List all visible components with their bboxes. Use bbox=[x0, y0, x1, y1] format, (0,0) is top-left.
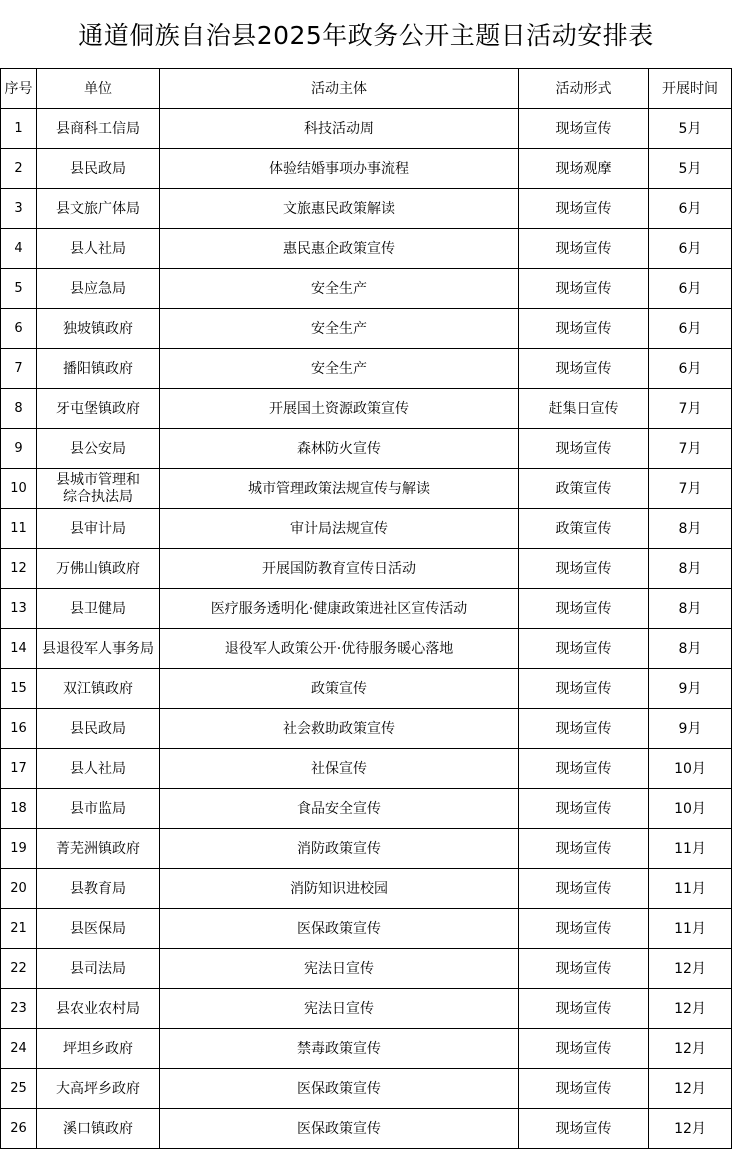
cell-form: 现场宣传 bbox=[519, 349, 649, 389]
cell-no: 26 bbox=[1, 1109, 37, 1149]
cell-subject: 医保政策宣传 bbox=[160, 909, 519, 949]
cell-unit: 大高坪乡政府 bbox=[37, 1069, 160, 1109]
cell-form: 赶集日宣传 bbox=[519, 389, 649, 429]
table-row bbox=[1, 989, 732, 1029]
cell-subject: 医保政策宣传 bbox=[160, 1109, 519, 1149]
cell-form: 现场宣传 bbox=[519, 309, 649, 349]
cell-unit: 县人社局 bbox=[37, 749, 160, 789]
header-cell-time: 开展时间 bbox=[649, 69, 732, 109]
cell-subject: 消防知识进校园 bbox=[160, 869, 519, 909]
cell-no: 22 bbox=[1, 949, 37, 989]
cell-subject: 食品安全宣传 bbox=[160, 789, 519, 829]
cell-unit: 万佛山镇政府 bbox=[37, 549, 160, 589]
cell-unit bbox=[37, 469, 160, 509]
cell-subject: 医疗服务透明化·健康政策进社区宣传活动 bbox=[160, 589, 519, 629]
cell-unit: 县商科工信局 bbox=[37, 109, 160, 149]
cell-form: 现场宣传 bbox=[519, 269, 649, 309]
cell-no: 1 bbox=[1, 109, 37, 149]
cell-unit: 县卫健局 bbox=[37, 589, 160, 629]
cell-subject: 宪法日宣传 bbox=[160, 989, 519, 1029]
table-row bbox=[1, 869, 732, 909]
cell-subject: 禁毒政策宣传 bbox=[160, 1029, 519, 1069]
cell-form: 现场宣传 bbox=[519, 429, 649, 469]
cell-no: 15 bbox=[1, 669, 37, 709]
cell-unit: 县市监局 bbox=[37, 789, 160, 829]
cell-form: 现场宣传 bbox=[519, 829, 649, 869]
cell-no: 16 bbox=[1, 709, 37, 749]
cell-no: 5 bbox=[1, 269, 37, 309]
cell-form: 现场宣传 bbox=[519, 749, 649, 789]
header-cell-subject: 活动主体 bbox=[160, 69, 519, 109]
cell-time: 12月 bbox=[649, 989, 732, 1029]
cell-subject: 医保政策宣传 bbox=[160, 1069, 519, 1109]
cell-time: 8月 bbox=[649, 509, 732, 549]
cell-time: 7月 bbox=[649, 429, 732, 469]
cell-form: 现场观摩 bbox=[519, 149, 649, 189]
cell-subject: 消防政策宣传 bbox=[160, 829, 519, 869]
cell-subject: 体验结婚事项办事流程 bbox=[160, 149, 519, 189]
cell-no: 9 bbox=[1, 429, 37, 469]
cell-no: 13 bbox=[1, 589, 37, 629]
cell-no: 6 bbox=[1, 309, 37, 349]
cell-time: 6月 bbox=[649, 229, 732, 269]
header-row bbox=[1, 69, 732, 109]
cell-time: 8月 bbox=[649, 549, 732, 589]
cell-time: 8月 bbox=[649, 629, 732, 669]
cell-form: 政策宣传 bbox=[519, 509, 649, 549]
cell-time: 6月 bbox=[649, 349, 732, 389]
header-cell-unit: 单位 bbox=[37, 69, 160, 109]
table-row bbox=[1, 349, 732, 389]
cell-time: 6月 bbox=[649, 189, 732, 229]
table-row bbox=[1, 549, 732, 589]
cell-unit: 县文旅广体局 bbox=[37, 189, 160, 229]
cell-time: 11月 bbox=[649, 909, 732, 949]
cell-no: 11 bbox=[1, 509, 37, 549]
cell-form: 现场宣传 bbox=[519, 589, 649, 629]
cell-form: 现场宣传 bbox=[519, 549, 649, 589]
cell-time: 7月 bbox=[649, 389, 732, 429]
cell-unit: 县审计局 bbox=[37, 509, 160, 549]
table-row bbox=[1, 1069, 732, 1109]
table-row bbox=[1, 1029, 732, 1069]
cell-no: 7 bbox=[1, 349, 37, 389]
cell-form: 现场宣传 bbox=[519, 109, 649, 149]
cell-subject: 社保宣传 bbox=[160, 749, 519, 789]
cell-subject: 安全生产 bbox=[160, 269, 519, 309]
cell-unit: 县医保局 bbox=[37, 909, 160, 949]
cell-time: 7月 bbox=[649, 469, 732, 509]
cell-unit: 播阳镇政府 bbox=[37, 349, 160, 389]
cell-time: 11月 bbox=[649, 869, 732, 909]
cell-subject: 开展国土资源政策宣传 bbox=[160, 389, 519, 429]
cell-unit: 县应急局 bbox=[37, 269, 160, 309]
cell-unit: 县司法局 bbox=[37, 949, 160, 989]
cell-subject: 社会救助政策宣传 bbox=[160, 709, 519, 749]
cell-time: 10月 bbox=[649, 749, 732, 789]
cell-form: 现场宣传 bbox=[519, 989, 649, 1029]
cell-subject: 森林防火宣传 bbox=[160, 429, 519, 469]
table-row bbox=[1, 509, 732, 549]
cell-no: 14 bbox=[1, 629, 37, 669]
cell-form: 现场宣传 bbox=[519, 189, 649, 229]
cell-unit-text: 县城市管理和综合执法局 bbox=[56, 471, 140, 505]
cell-no: 24 bbox=[1, 1029, 37, 1069]
cell-no: 10 bbox=[1, 469, 37, 509]
table-row bbox=[1, 749, 732, 789]
page-title: 通道侗族自治县2025年政务公开主题日活动安排表 bbox=[78, 21, 654, 50]
cell-form: 现场宣传 bbox=[519, 629, 649, 669]
cell-no: 23 bbox=[1, 989, 37, 1029]
cell-time: 11月 bbox=[649, 829, 732, 869]
cell-form: 现场宣传 bbox=[519, 229, 649, 269]
table-row bbox=[1, 229, 732, 269]
cell-time: 6月 bbox=[649, 269, 732, 309]
cell-unit: 溪口镇政府 bbox=[37, 1109, 160, 1149]
cell-time: 5月 bbox=[649, 149, 732, 189]
cell-form: 现场宣传 bbox=[519, 789, 649, 829]
cell-time: 12月 bbox=[649, 1029, 732, 1069]
cell-subject: 开展国防教育宣传日活动 bbox=[160, 549, 519, 589]
cell-time: 5月 bbox=[649, 109, 732, 149]
table-row bbox=[1, 389, 732, 429]
cell-unit: 坪坦乡政府 bbox=[37, 1029, 160, 1069]
cell-no: 12 bbox=[1, 549, 37, 589]
table-row bbox=[1, 1109, 732, 1149]
cell-subject: 城市管理政策法规宣传与解读 bbox=[160, 469, 519, 509]
cell-no: 19 bbox=[1, 829, 37, 869]
table-row bbox=[1, 669, 732, 709]
cell-form: 现场宣传 bbox=[519, 1069, 649, 1109]
cell-subject: 审计局法规宣传 bbox=[160, 509, 519, 549]
cell-form: 现场宣传 bbox=[519, 669, 649, 709]
table-row bbox=[1, 709, 732, 749]
cell-no: 2 bbox=[1, 149, 37, 189]
table-row bbox=[1, 469, 732, 509]
cell-form: 现场宣传 bbox=[519, 909, 649, 949]
table-row bbox=[1, 149, 732, 189]
schedule-table bbox=[0, 68, 732, 1149]
cell-unit: 县民政局 bbox=[37, 149, 160, 189]
cell-no: 8 bbox=[1, 389, 37, 429]
cell-time: 12月 bbox=[649, 1069, 732, 1109]
cell-time: 12月 bbox=[649, 1109, 732, 1149]
cell-time: 8月 bbox=[649, 589, 732, 629]
cell-unit: 牙屯堡镇政府 bbox=[37, 389, 160, 429]
table-row bbox=[1, 109, 732, 149]
cell-subject: 惠民惠企政策宣传 bbox=[160, 229, 519, 269]
cell-form: 现场宣传 bbox=[519, 869, 649, 909]
cell-no: 21 bbox=[1, 909, 37, 949]
cell-time: 9月 bbox=[649, 669, 732, 709]
cell-unit: 县农业农村局 bbox=[37, 989, 160, 1029]
cell-no: 17 bbox=[1, 749, 37, 789]
cell-unit: 菁芜洲镇政府 bbox=[37, 829, 160, 869]
table-row bbox=[1, 589, 732, 629]
cell-time: 6月 bbox=[649, 309, 732, 349]
table-row bbox=[1, 909, 732, 949]
cell-time: 12月 bbox=[649, 949, 732, 989]
table-row bbox=[1, 189, 732, 229]
cell-no: 25 bbox=[1, 1069, 37, 1109]
cell-no: 20 bbox=[1, 869, 37, 909]
cell-subject: 退役军人政策公开·优待服务暖心落地 bbox=[160, 629, 519, 669]
cell-time: 10月 bbox=[649, 789, 732, 829]
header-cell-no: 序号 bbox=[1, 69, 37, 109]
cell-unit: 县教育局 bbox=[37, 869, 160, 909]
cell-subject: 政策宣传 bbox=[160, 669, 519, 709]
cell-time: 9月 bbox=[649, 709, 732, 749]
table-row bbox=[1, 309, 732, 349]
cell-subject: 科技活动周 bbox=[160, 109, 519, 149]
cell-unit: 县人社局 bbox=[37, 229, 160, 269]
cell-no: 4 bbox=[1, 229, 37, 269]
cell-subject: 安全生产 bbox=[160, 309, 519, 349]
table-row bbox=[1, 949, 732, 989]
cell-unit: 双江镇政府 bbox=[37, 669, 160, 709]
table-row bbox=[1, 269, 732, 309]
table-row bbox=[1, 429, 732, 469]
cell-form: 现场宣传 bbox=[519, 1109, 649, 1149]
cell-subject: 宪法日宣传 bbox=[160, 949, 519, 989]
table-row bbox=[1, 789, 732, 829]
cell-no: 3 bbox=[1, 189, 37, 229]
cell-form: 现场宣传 bbox=[519, 709, 649, 749]
table-row bbox=[1, 629, 732, 669]
cell-unit: 独坡镇政府 bbox=[37, 309, 160, 349]
cell-form: 现场宣传 bbox=[519, 949, 649, 989]
cell-form: 现场宣传 bbox=[519, 1029, 649, 1069]
cell-subject: 文旅惠民政策解读 bbox=[160, 189, 519, 229]
cell-unit: 县民政局 bbox=[37, 709, 160, 749]
table-row bbox=[1, 829, 732, 869]
header-cell-form: 活动形式 bbox=[519, 69, 649, 109]
cell-subject: 安全生产 bbox=[160, 349, 519, 389]
cell-unit: 县公安局 bbox=[37, 429, 160, 469]
cell-no: 18 bbox=[1, 789, 37, 829]
cell-form: 政策宣传 bbox=[519, 469, 649, 509]
cell-unit: 县退役军人事务局 bbox=[37, 629, 160, 669]
